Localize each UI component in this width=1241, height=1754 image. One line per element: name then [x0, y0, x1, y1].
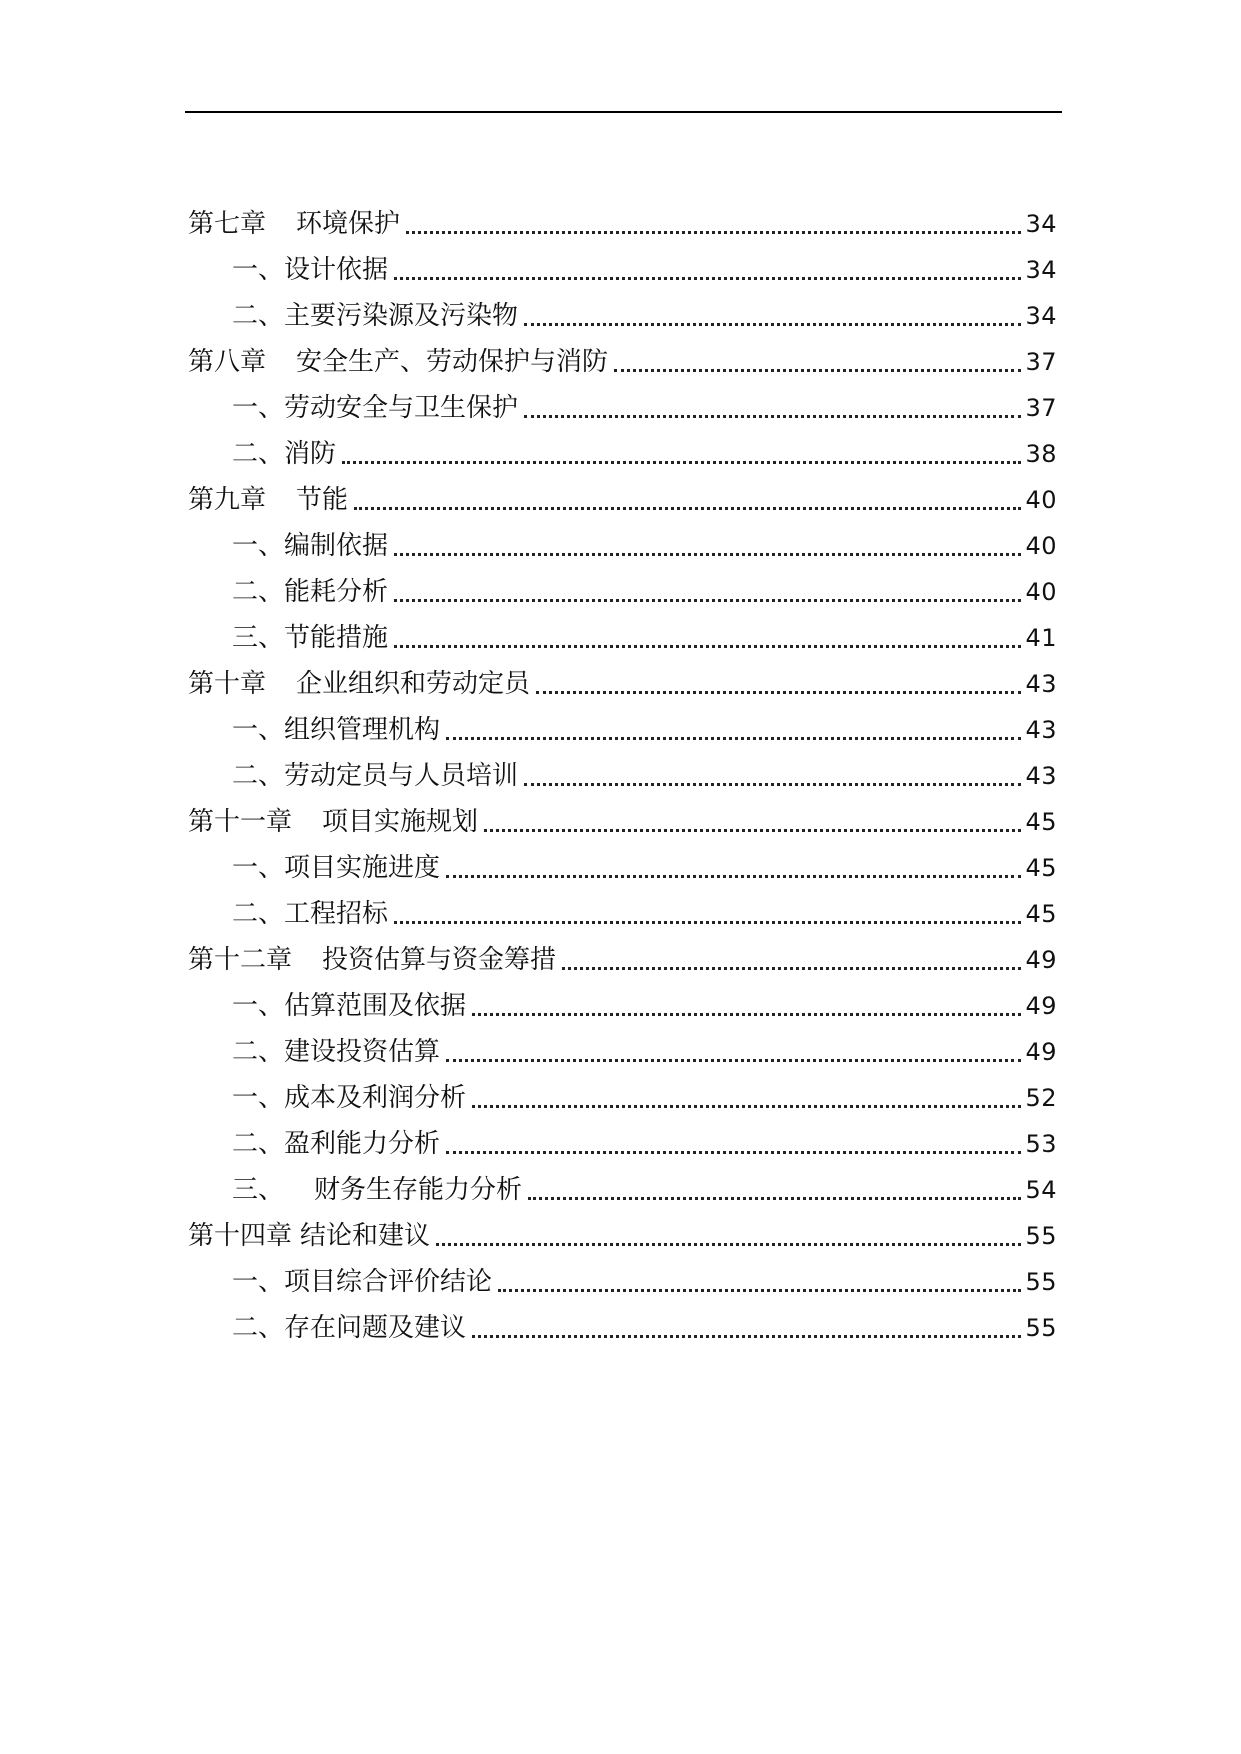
toc-section-number: 二、	[232, 899, 285, 929]
dot-leader	[446, 1059, 1021, 1062]
toc-chapter-number: 第十二章	[188, 945, 293, 975]
table-of-contents	[188, 195, 1057, 1345]
toc-section-number: 一、	[232, 715, 285, 745]
toc-section-number: 二、	[232, 301, 285, 331]
toc-section-number: 一、	[232, 393, 285, 423]
toc-entry-title: 投资估算与资金筹措	[322, 945, 557, 975]
dot-leader	[472, 1335, 1021, 1338]
toc-entry-section[interactable]	[188, 1253, 1057, 1299]
dot-leader	[484, 829, 1021, 832]
toc-page-number: 49	[1025, 1038, 1057, 1066]
toc-entry-title: 组织管理机构	[284, 715, 441, 745]
toc-entry-section[interactable]	[188, 1299, 1057, 1345]
toc-page-number: 52	[1025, 1084, 1057, 1112]
dot-leader	[524, 415, 1021, 418]
toc-entry-section[interactable]	[188, 839, 1057, 885]
toc-page-number: 55	[1025, 1268, 1057, 1296]
toc-page-number: 49	[1025, 992, 1057, 1020]
dot-leader	[472, 1105, 1021, 1108]
toc-page-number: 43	[1025, 762, 1057, 790]
dot-leader	[354, 507, 1021, 510]
toc-entry-title: 项目综合评价结论	[284, 1267, 493, 1297]
toc-entry-chapter-8[interactable]	[188, 333, 1057, 379]
toc-chapter-number: 第七章	[188, 209, 267, 239]
dot-leader	[342, 461, 1021, 464]
toc-section-number: 二、	[232, 439, 285, 469]
toc-entry-title: 节能措施	[284, 623, 389, 653]
dot-leader	[472, 1013, 1021, 1016]
toc-entry-section[interactable]	[188, 701, 1057, 747]
toc-section-number: 一、	[232, 1267, 285, 1297]
dot-leader	[446, 737, 1021, 740]
toc-section-number: 一、	[232, 531, 285, 561]
toc-page-number: 54	[1025, 1176, 1057, 1204]
toc-entry-title: 企业组织和劳动定员	[296, 669, 531, 699]
dot-leader	[406, 231, 1021, 234]
toc-chapter-number: 第八章	[188, 347, 267, 377]
toc-page-number: 34	[1025, 256, 1057, 284]
toc-section-number: 二、	[232, 1037, 285, 1067]
toc-entry-section[interactable]	[188, 425, 1057, 471]
toc-entry-chapter-9[interactable]	[188, 471, 1057, 517]
toc-entry-title: 节能	[296, 485, 349, 515]
toc-page-number: 40	[1025, 532, 1057, 560]
dot-leader	[524, 323, 1021, 326]
toc-entry-title: 主要污染源及污染物	[284, 301, 519, 331]
toc-chapter-number: 第十四章	[188, 1221, 293, 1251]
toc-entry-title: 安全生产、劳动保护与消防	[296, 347, 609, 377]
toc-page-number: 55	[1025, 1314, 1057, 1342]
toc-entry-title: 消防	[284, 439, 337, 469]
toc-entry-title: 结论和建议	[300, 1221, 431, 1251]
toc-entry-section[interactable]	[188, 241, 1057, 287]
toc-page-number: 38	[1025, 440, 1057, 468]
toc-chapter-number: 第十一章	[188, 807, 293, 837]
toc-entry-section[interactable]	[188, 1023, 1057, 1069]
toc-page-number: 40	[1025, 578, 1057, 606]
toc-entry-title: 盈利能力分析	[284, 1129, 441, 1159]
toc-section-number: 二、	[232, 1313, 285, 1343]
toc-section-number: 二、	[232, 577, 285, 607]
toc-page-number: 45	[1025, 808, 1057, 836]
toc-chapter-number: 第九章	[188, 485, 267, 515]
dot-leader	[524, 783, 1021, 786]
toc-entry-title: 成本及利润分析	[284, 1083, 467, 1113]
toc-entry-title: 项目实施规划	[322, 807, 479, 837]
toc-entry-title: 编制依据	[284, 531, 389, 561]
dot-leader	[446, 1151, 1021, 1154]
dot-leader	[528, 1197, 1021, 1200]
toc-entry-section[interactable]	[188, 563, 1057, 609]
dot-leader	[536, 691, 1021, 694]
toc-page-number: 41	[1025, 624, 1057, 652]
toc-entry-title: 设计依据	[284, 255, 389, 285]
toc-entry-section[interactable]	[188, 287, 1057, 333]
toc-page-number: 43	[1025, 670, 1057, 698]
toc-entry-section[interactable]	[188, 977, 1057, 1023]
dot-leader	[394, 921, 1021, 924]
toc-section-number: 三、	[232, 1175, 285, 1205]
toc-entry-section[interactable]	[188, 517, 1057, 563]
toc-entry-title: 工程招标	[284, 899, 389, 929]
toc-entry-chapter-11[interactable]	[188, 793, 1057, 839]
toc-section-number: 一、	[232, 255, 285, 285]
toc-entry-title: 建设投资估算	[284, 1037, 441, 1067]
toc-page-number: 37	[1025, 348, 1057, 376]
toc-entry-section[interactable]	[188, 1115, 1057, 1161]
toc-page-number: 40	[1025, 486, 1057, 514]
toc-entry-chapter-7[interactable]	[188, 195, 1057, 241]
toc-page-number: 53	[1025, 1130, 1057, 1158]
dot-leader	[498, 1289, 1021, 1292]
header-rule	[185, 111, 1062, 113]
toc-entry-title: 能耗分析	[284, 577, 389, 607]
toc-page-number: 34	[1025, 210, 1057, 238]
dot-leader	[394, 599, 1021, 602]
toc-section-number: 二、	[232, 761, 285, 791]
toc-entry-title: 劳动定员与人员培训	[284, 761, 519, 791]
toc-section-number: 一、	[232, 853, 285, 883]
dot-leader	[614, 369, 1021, 372]
toc-page-number: 45	[1025, 900, 1057, 928]
toc-page-number: 55	[1025, 1222, 1057, 1250]
dot-leader	[394, 277, 1021, 280]
dot-leader	[394, 553, 1021, 556]
toc-entry-chapter-14[interactable]	[188, 1207, 1057, 1253]
toc-entry-chapter-12[interactable]	[188, 931, 1057, 977]
toc-page-number: 45	[1025, 854, 1057, 882]
toc-entry-section[interactable]	[188, 885, 1057, 931]
toc-entry-title: 劳动安全与卫生保护	[284, 393, 519, 423]
toc-entry-section[interactable]	[188, 609, 1057, 655]
toc-entry-chapter-10[interactable]	[188, 655, 1057, 701]
toc-entry-title: 估算范围及依据	[284, 991, 467, 1021]
toc-entry-title: 环境保护	[296, 209, 401, 239]
toc-page-number: 43	[1025, 716, 1057, 744]
toc-entry-section[interactable]	[188, 1069, 1057, 1115]
toc-entry-title: 项目实施进度	[284, 853, 441, 883]
toc-page-number: 37	[1025, 394, 1057, 422]
dot-leader	[394, 645, 1021, 648]
toc-page-number: 49	[1025, 946, 1057, 974]
dot-leader	[562, 967, 1021, 970]
toc-section-number: 三、	[232, 623, 285, 653]
toc-section-number: 一、	[232, 1083, 285, 1113]
toc-entry-title: 财务生存能力分析	[314, 1175, 523, 1205]
toc-section-number: 二、	[232, 1129, 285, 1159]
toc-entry-section[interactable]	[188, 1161, 1057, 1207]
toc-page-number: 34	[1025, 302, 1057, 330]
dot-leader	[446, 875, 1021, 878]
toc-section-number: 一、	[232, 991, 285, 1021]
toc-entry-title: 存在问题及建议	[284, 1313, 467, 1343]
toc-entry-section[interactable]	[188, 747, 1057, 793]
dot-leader	[436, 1243, 1021, 1246]
toc-chapter-number: 第十章	[188, 669, 267, 699]
toc-entry-section[interactable]	[188, 379, 1057, 425]
